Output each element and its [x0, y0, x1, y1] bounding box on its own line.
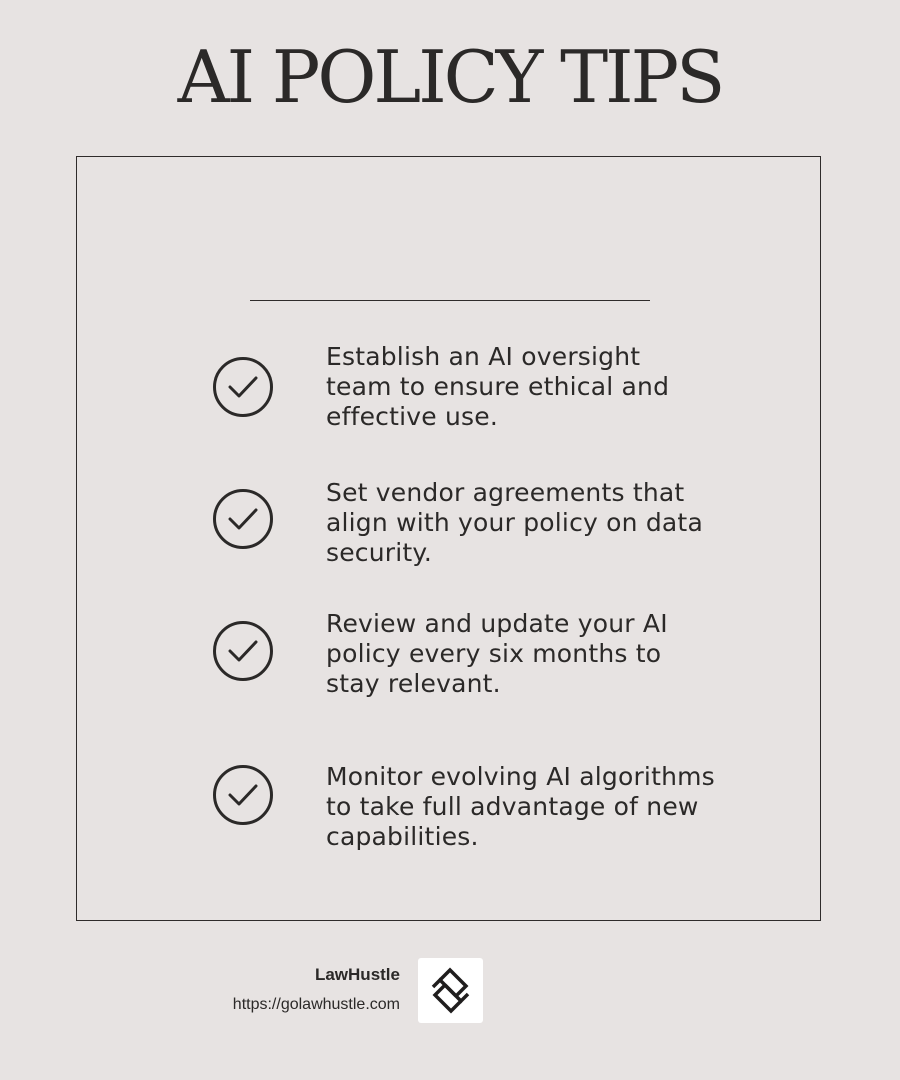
tip-line: effective use. — [326, 402, 498, 431]
tip-text — [326, 609, 756, 699]
lawhustle-logo-icon — [418, 958, 483, 1023]
tip-line: to take full advantage of new — [326, 792, 699, 821]
tip-line: Monitor evolving AI algorithms — [326, 762, 715, 791]
tip-line: team to ensure ethical and — [326, 372, 670, 401]
tip-line: stay relevant. — [326, 669, 501, 698]
tip-line: security. — [326, 538, 432, 567]
check-circle-icon — [212, 620, 274, 682]
tip-line: Review and update your AI — [326, 609, 668, 638]
tip-text — [326, 342, 756, 432]
tip-line: policy every six months to — [326, 639, 662, 668]
tip-line: Establish an AI oversight — [326, 342, 641, 371]
check-circle-icon — [212, 488, 274, 550]
page-title: AI POLICY TIPS — [177, 35, 723, 119]
tip-line: capabilities. — [326, 822, 479, 851]
tip-text — [326, 762, 756, 852]
brand-name: LawHustle — [314, 965, 400, 984]
check-circle-icon — [212, 356, 274, 418]
tip-text — [326, 478, 756, 568]
check-circle-icon — [212, 764, 274, 826]
brand-logo — [418, 958, 483, 1023]
tip-line: align with your policy on data — [326, 508, 703, 537]
divider-line — [250, 300, 650, 301]
brand-url[interactable]: https://golawhustle.com — [232, 996, 400, 1013]
tip-line: Set vendor agreements that — [326, 478, 685, 507]
